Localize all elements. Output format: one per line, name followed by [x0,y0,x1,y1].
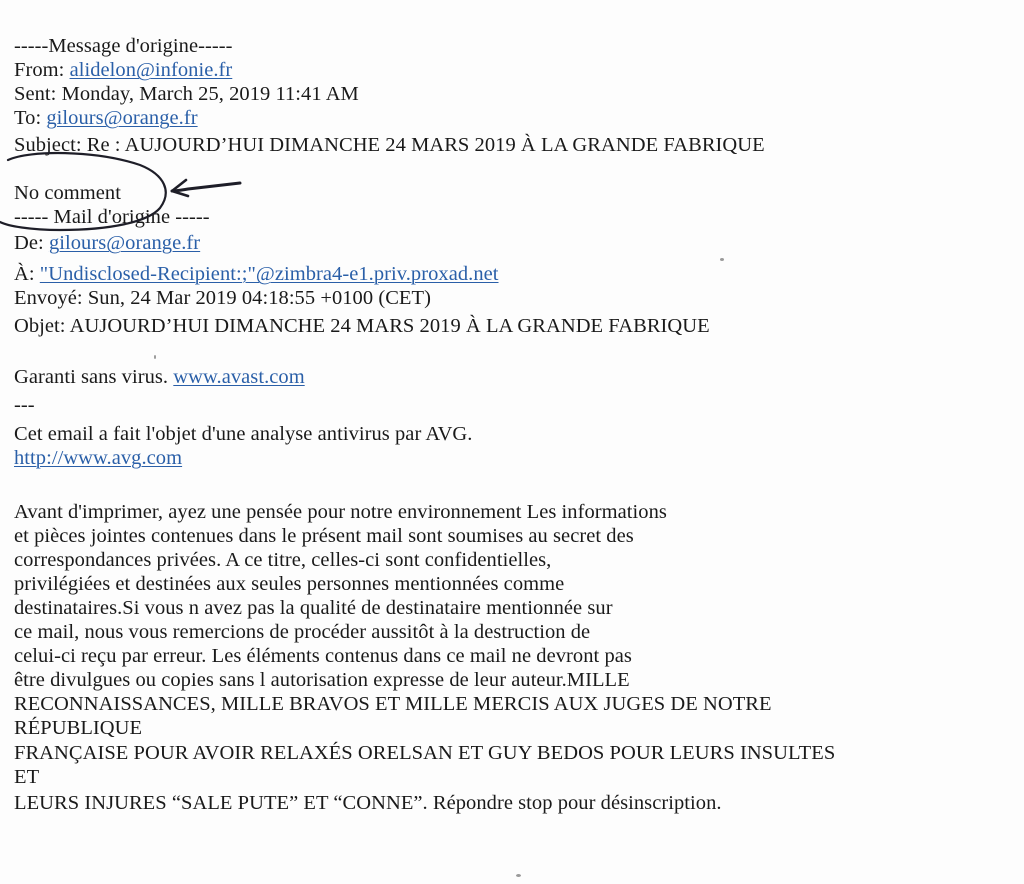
disclaimer-line: destinataires.Si vous n avez pas la qualité de destinataire mentionnée sur [14,597,613,619]
disclaimer-line: et pièces jointes contenues dans le présent mail sont soumises au secret des [14,525,634,547]
from-email-link[interactable]: alidelon@infonie.fr [69,59,233,81]
a-email-link[interactable]: "Undisclosed-Recipient:;"@zimbra4-e1.priv.proxad.net [39,263,499,285]
avast-link[interactable]: www.avast.com [173,366,305,388]
disclaimer-line: Avant d'imprimer, ayez une pensée pour notre environnement Les informations [14,501,667,523]
garanti-text: Garanti sans virus. [14,366,169,388]
disclaimer-line: correspondances privées. A ce titre, celles-ci sont confidentielles, [14,549,552,571]
dashes: --- [14,394,35,416]
to-email-link[interactable]: gilours@orange.fr [46,107,198,129]
de-line [14,231,200,255]
to-label: To: [14,107,42,129]
disclaimer-line: être divulgues ou copies sans l autorisation expresse de leur auteur.MILLE [14,669,630,691]
a-line [14,262,499,286]
disclaimer-line: ET [14,766,40,788]
mail-origin-separator: ----- Mail d'origine ----- [14,206,210,228]
objet-line: Objet: AUJOURD’HUI DIMANCHE 24 MARS 2019 À LA GRANDE FABRIQUE [14,315,710,337]
message-origin-separator: -----Message d'origine----- [14,35,233,57]
disclaimer-line: FRANÇAISE POUR AVOIR RELAXÉS ORELSAN ET GUY BEDOS POUR LEURS INSULTES [14,742,836,764]
scan-speck [516,874,521,877]
ink-arrow-mark [172,183,240,191]
disclaimer-line: RECONNAISSANCES, MILLE BRAVOS ET MILLE MERCIS AUX JUGES DE NOTRE [14,693,772,715]
disclaimer-line: LEURS INJURES “SALE PUTE” ET “CONNE”. Répondre stop pour désinscription. [14,792,722,814]
disclaimer-line: RÉPUBLIQUE [14,717,143,739]
from-line [14,58,232,82]
sent-line: Sent: Monday, March 25, 2019 11:41 AM [14,83,359,105]
disclaimer-line: ce mail, nous vous remercions de procéder aussitôt à la destruction de [14,621,591,643]
avg-line: Cet email a fait l'objet d'une analyse antivirus par AVG. [14,423,473,445]
disclaimer-line: celui-ci reçu par erreur. Les éléments contenus dans ce mail ne devront pas [14,645,632,667]
de-label: De: [14,232,44,254]
reply-text: No comment [14,182,121,204]
scan-speck [720,258,724,261]
garanti-line [14,365,305,389]
to-line [14,106,198,130]
de-email-link[interactable]: gilours@orange.fr [48,232,201,254]
avg-link[interactable]: http://www.avg.com [14,447,183,469]
disclaimer-line: privilégiées et destinées aux seules personnes mentionnées comme [14,573,565,595]
scan-speck [154,355,156,359]
subject-line: Subject: Re : AUJOURD’HUI DIMANCHE 24 MARS 2019 À LA GRANDE FABRIQUE [14,134,765,156]
envoye-line: Envoyé: Sun, 24 Mar 2019 04:18:55 +0100 (CET) [14,287,431,309]
from-label: From: [14,59,65,81]
avg-link-line [14,446,182,470]
a-label: À: [14,263,35,285]
